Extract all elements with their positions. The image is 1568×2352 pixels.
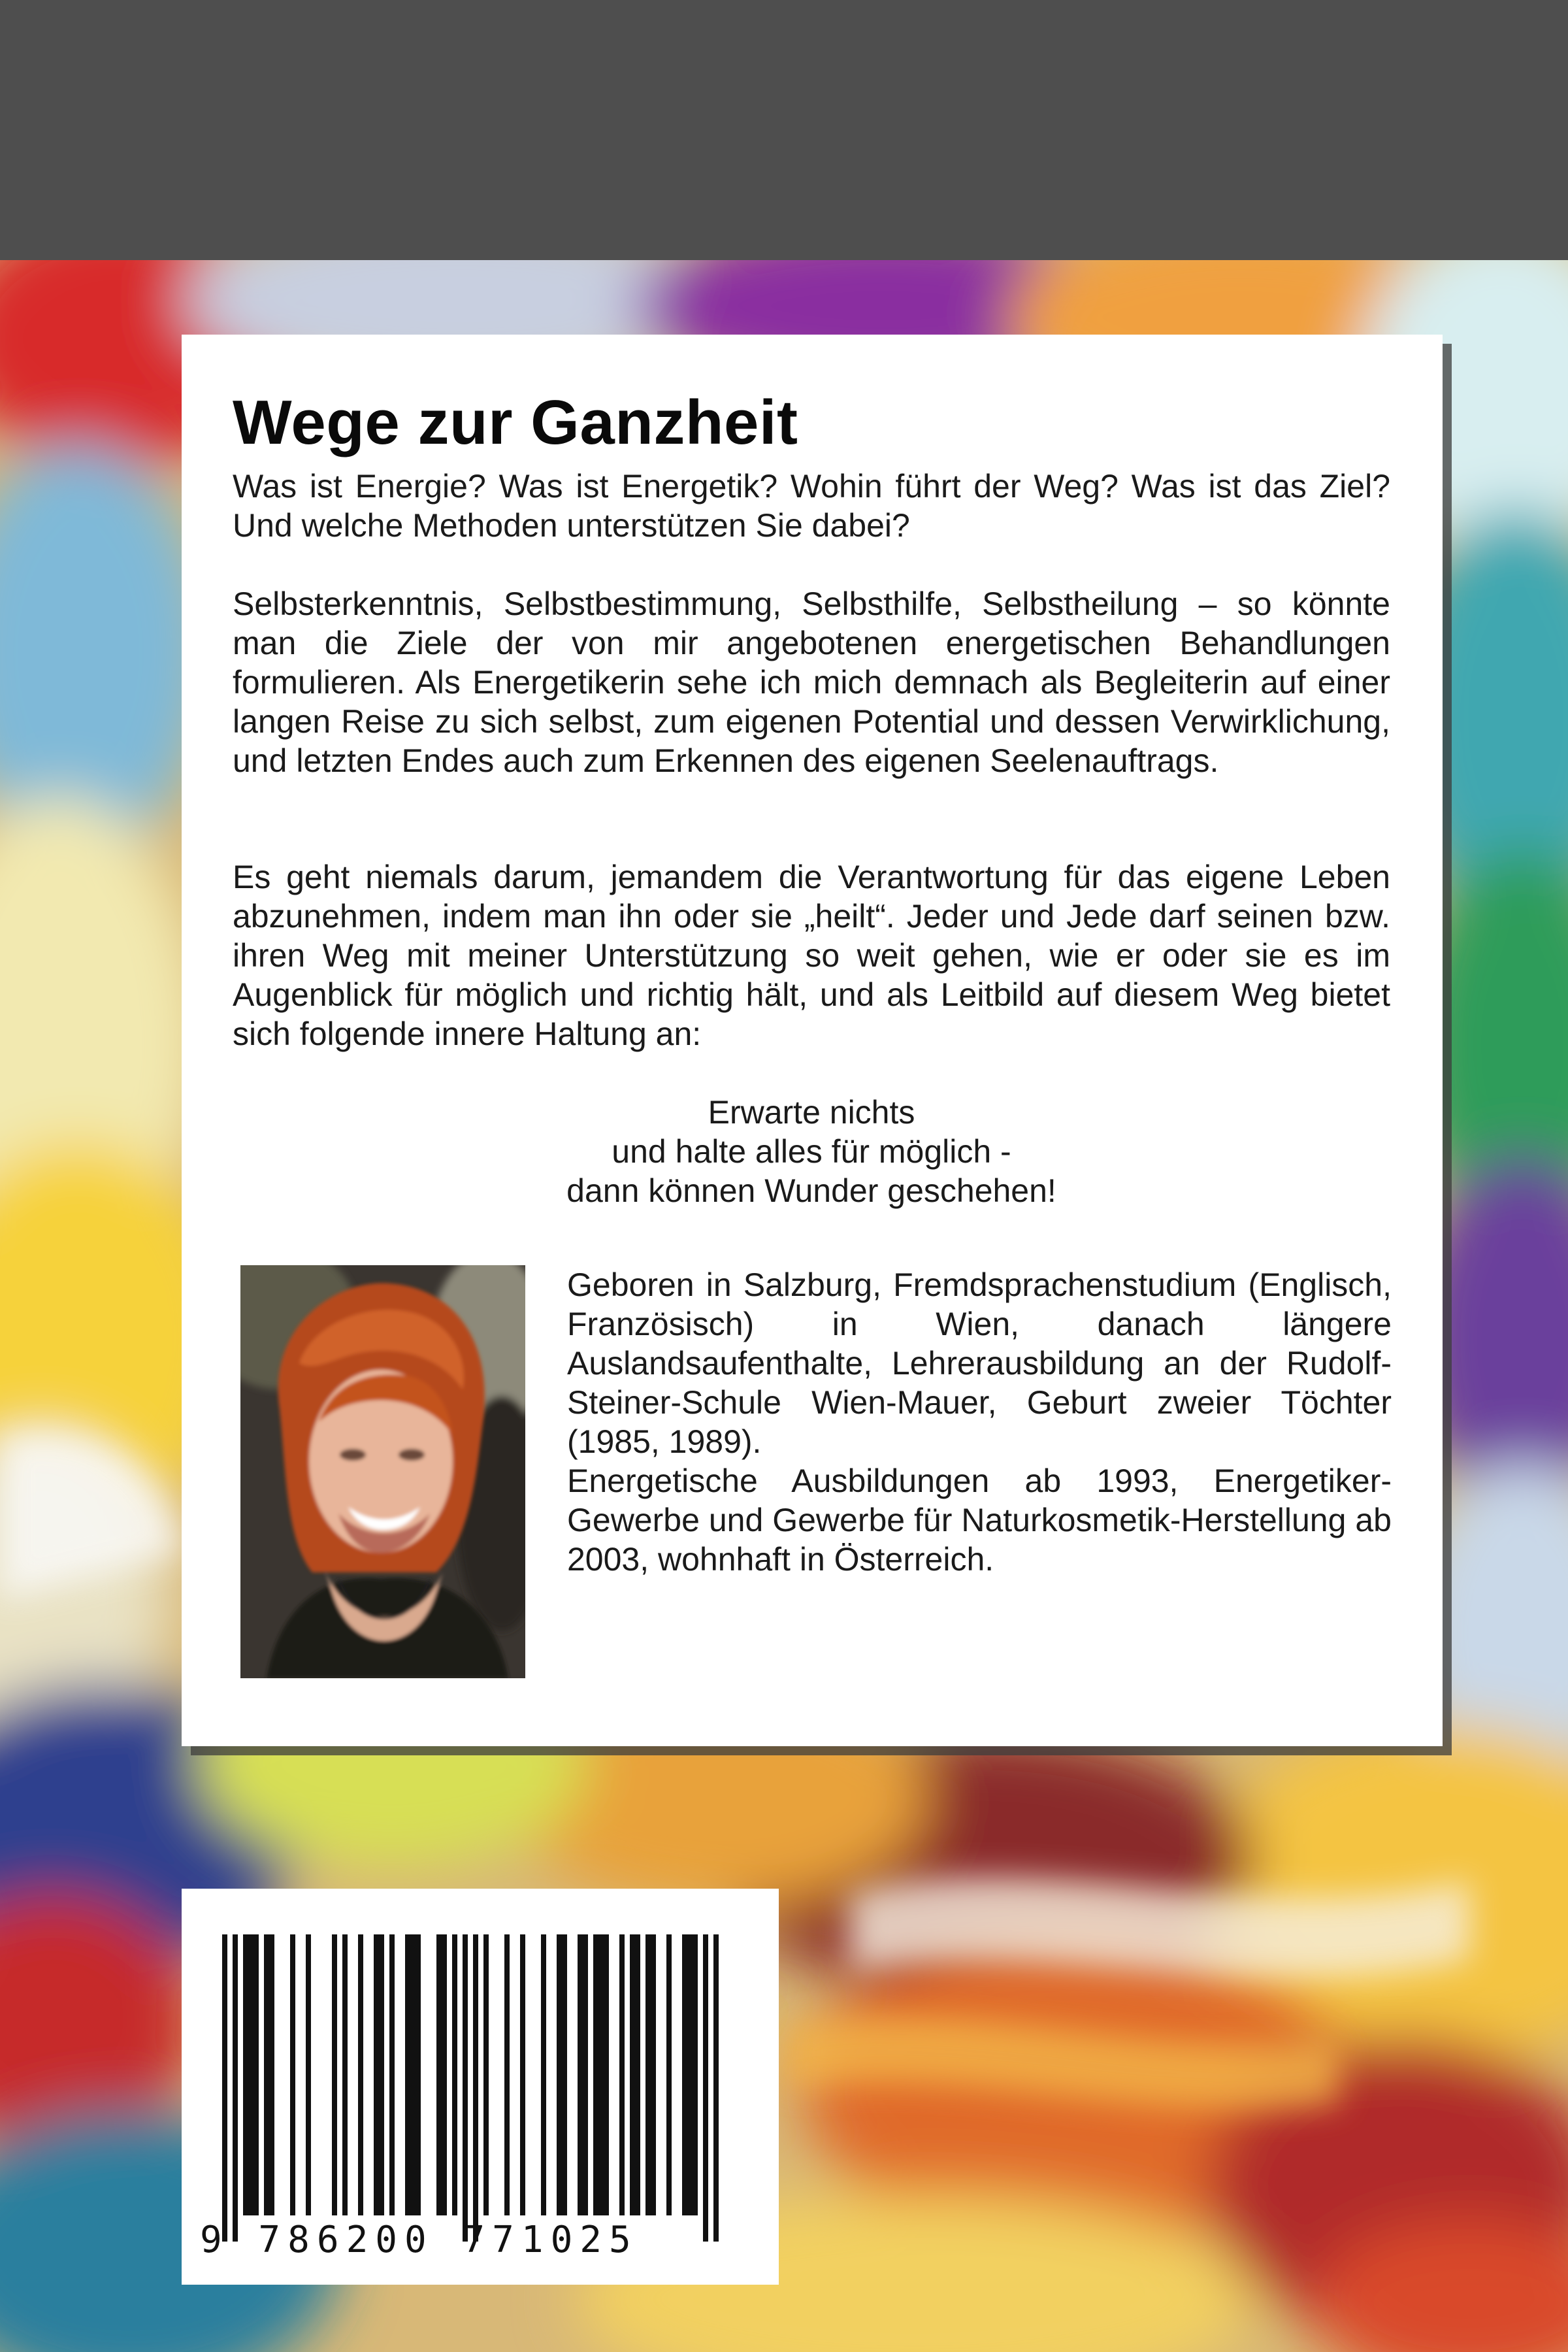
barcode-digits: 9 786200 771025 [200,2219,638,2261]
barcode-bar-20 [557,1934,567,2215]
barcode-bar-12 [436,1934,447,2215]
blurb-paragraph-3: Es geht niemals darum, jemandem die Verantwortung für das eigene Leben abzunehmen, indem man ihn oder sie „heilt“. Jeder und Jede darf seinen bzw. ihren Weg mit meiner Unterstützung so weit gehen, wie er oder sie es im Augenblick für möglich und richtig hält, und als Leitbild auf diesem Weg bietet sich folgende innere Haltung an: [233,859,1390,1052]
book-title: Wege zur Ganzheit [233,388,798,457]
barcode-bar-13 [452,1934,457,2215]
barcode-bar-5 [306,1934,311,2215]
barcode-bar-16 [483,1934,489,2215]
barcode-bar-10 [389,1934,395,2215]
barcode-bar-6 [332,1934,337,2215]
barcode-bar-25 [645,1934,656,2215]
barcode-bar-18 [520,1934,525,2215]
author-bio-paragraph-2: Energetische Ausbildungen ab 1993, Energetiker-Gewerbe und Gewerbe für Naturkosmetik-Herstellung ab 2003, wohnhaft in Österreich. [567,1463,1392,1578]
barcode [182,1889,779,2285]
motto-line-1: Erwarte nichts [708,1094,915,1131]
barcode-bar-19 [541,1934,546,2215]
barcode-bar-29 [713,1934,719,2242]
barcode-bar-28 [703,1934,708,2242]
barcode-bar-11 [405,1934,421,2215]
barcode-bar-8 [358,1934,363,2215]
blurb-paragraph-2: Selbsterkenntnis, Selbstbestimmung, Selbsthilfe, Selbstheilung – so könnte man die Ziele der von mir angebotenen energetischen Behandlungen formulieren. Als Energetikerin sehe ich mich demnach als Begleiterin auf einer langen Reise zu sich selbst, zum eigenen Potential und dessen Verwirklichung, und letzten Endes auch zum Erkennen des eigenen Seelenauftrags. [233,586,1390,779]
author-bio [567,1265,1392,1579]
barcode-bar-14 [463,1934,468,2242]
barcode-bar-1 [233,1934,238,2242]
barcode-bar-27 [682,1934,698,2215]
motto [233,1093,1390,1210]
motto-line-2: und halte alles für möglich - [612,1133,1011,1170]
barcode-bar-22 [593,1934,609,2215]
motto-line-3: dann können Wunder geschehen! [566,1172,1056,1209]
author-photo [240,1265,525,1678]
top-gray-band [0,0,1568,260]
barcode-bar-7 [342,1934,348,2215]
barcode-bar-15 [473,1934,478,2242]
barcode-bar-2 [243,1934,259,2215]
blurb-paragraph-1: Was ist Energie? Was ist Energetik? Wohin führt der Weg? Was ist das Ziel? Und welche Methoden unterstützen Sie dabei? [233,468,1390,544]
barcode-bar-0 [222,1934,227,2242]
barcode-bar-4 [290,1934,295,2215]
text-panel [182,335,1443,1746]
barcode-bar-9 [374,1934,384,2215]
barcode-bar-21 [578,1934,588,2215]
barcode-bar-23 [619,1934,625,2215]
barcode-bar-17 [504,1934,510,2215]
barcode-bar-26 [666,1934,672,2215]
barcode-bar-24 [630,1934,640,2215]
author-bio-paragraph-1: Geboren in Salzburg, Fremdsprachenstudium (Englisch, Französisch) in Wien, danach längere Auslandsaufenthalte, Lehrerausbildung an der Rudolf-Steiner-Schule Wien-Mauer, Geburt zweier Töchter (1985, 1989). [567,1267,1392,1460]
barcode-bar-3 [264,1934,274,2215]
